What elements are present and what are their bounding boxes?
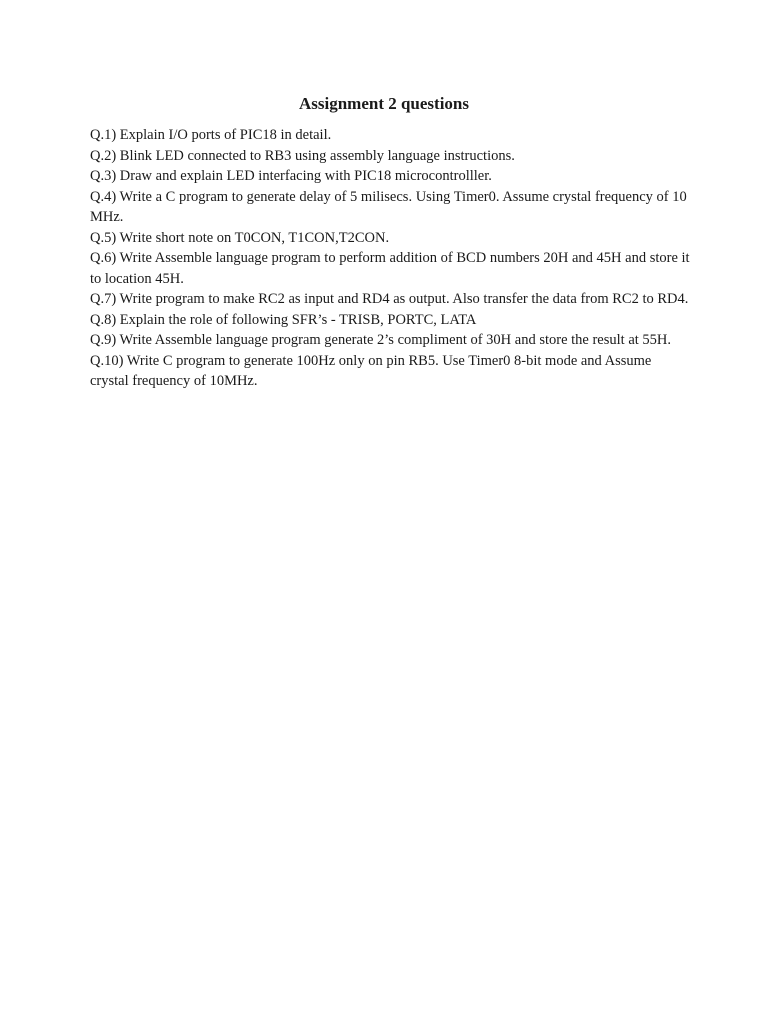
question-item: Q.1) Explain I/O ports of PIC18 in detail.	[90, 127, 332, 143]
question-list	[90, 125, 690, 392]
page-title: Assignment 2 questions	[298, 94, 470, 113]
question-item: Q.3) Draw and explain LED interfacing with PIC18 microcontrolller.	[90, 168, 492, 184]
question-item: Q.9) Write Assemble language program generate 2’s compliment of 30H and store the result at 55H.	[90, 332, 672, 348]
question-item: Q.7) Write program to make RC2 as input and RD4 as output. Also transfer the data from RC2 to RD4.	[90, 291, 689, 307]
question-item: Q.5) Write short note on T0CON, T1CON,T2CON.	[90, 229, 390, 246]
question-item: Q.6) Write Assemble language program to perform addition of BCD numbers 20H and 45H and store it to location 45H.	[90, 250, 690, 287]
question-item: Q.8) Explain the role of following SFR’s - TRISB, PORTC, LATA	[90, 311, 477, 328]
question-item: Q.4) Write a C program to generate delay of 5 milisecs. Using Timer0. Assume crystal frequency of 10 MHz.	[90, 188, 687, 225]
question-item: Q.10) Write C program to generate 100Hz only on pin RB5. Use Timer0 8-bit mode and Assume crystal frequency of 10MHz.	[90, 352, 652, 389]
question-item: Q.2) Blink LED connected to RB3 using assembly language instructions.	[90, 147, 515, 164]
